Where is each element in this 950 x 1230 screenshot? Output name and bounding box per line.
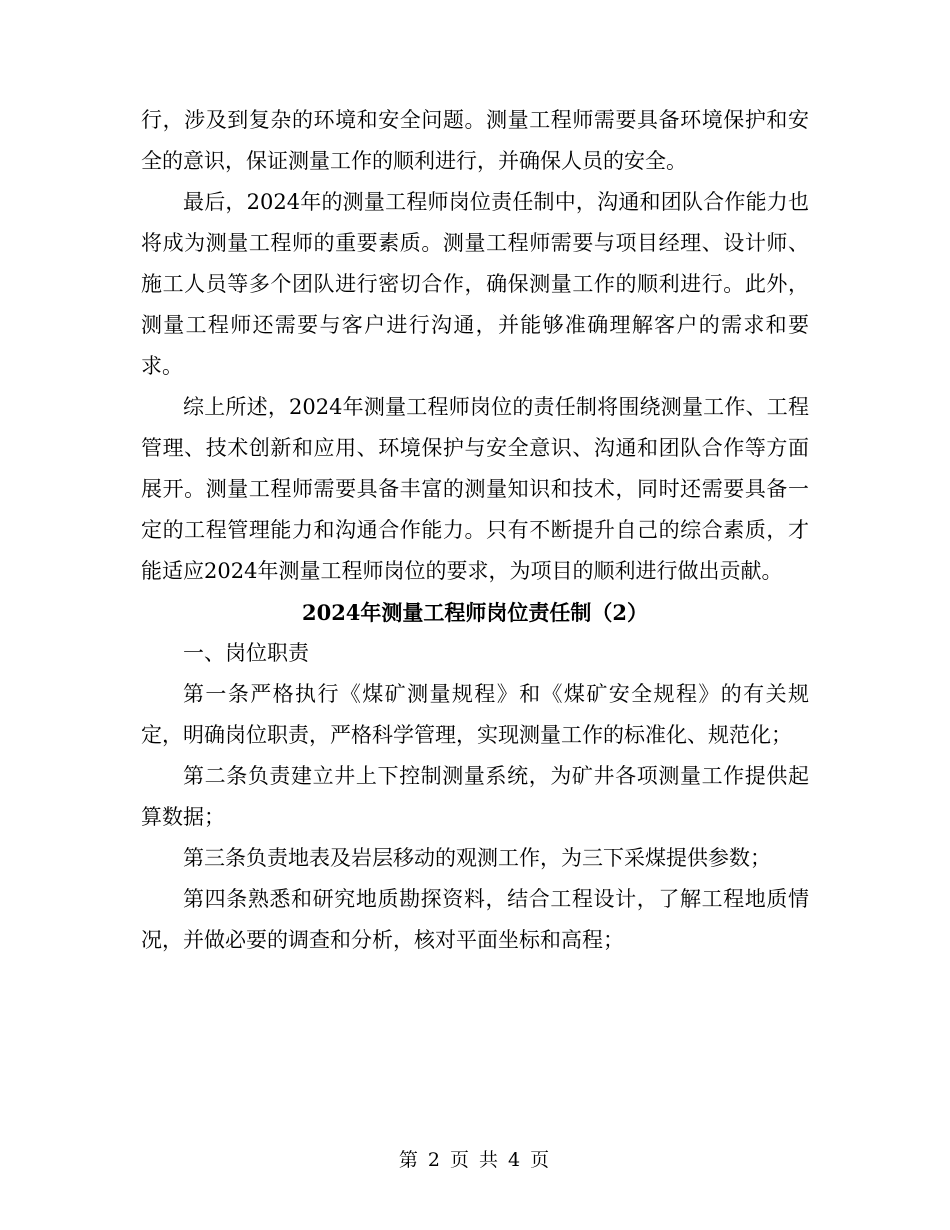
document-body: [141, 100, 809, 961]
article-4: 第四条熟悉和研究地质勘探资料，结合工程设计，了解工程地质情况，并做必要的调查和分析，核对平面坐标和高程；: [141, 887, 809, 952]
paragraph-summary: 综上所述，2024年测量工程师岗位的责任制将围绕测量工作、工程管理、技术创新和应用、环境保护与安全意识、沟通和团队合作等方面展开。测量工程师需要具备丰富的测量知识和技术，同时还需要具备一定的工程管理能力和沟通合作能力。只有不断提升自己的综合素质，才能适应2024年测量工程师岗位的要求，为项目的顺利进行做出贡献。: [141, 395, 809, 583]
section-title: 2024年测量工程师岗位责任制（2）: [301, 600, 649, 625]
article-3: 第三条负责地表及岩层移动的观测工作，为三下采煤提供参数；: [183, 846, 771, 870]
page-footer: 第 2 页 共 4 页: [398, 1149, 552, 1171]
paragraph-continued: 行，涉及到复杂的环境和安全问题。测量工程师需要具备环境保护和安全的意识，保证测量工作的顺利进行，并确保人员的安全。: [141, 108, 809, 173]
article-2: 第二条负责建立井上下控制测量系统，为矿井各项测量工作提供起算数据；: [141, 764, 809, 829]
paragraph-communication: 最后，2024年的测量工程师岗位责任制中，沟通和团队合作能力也将成为测量工程师的重要素质。测量工程师需要与项目经理、设计师、施工人员等多个团队进行密切合作，确保测量工作的顺利进行。此外，测量工程师还需要与客户进行沟通，并能够准确理解客户的需求和要求。: [141, 190, 809, 378]
article-1: 第一条严格执行《煤矿测量规程》和《煤矿安全规程》的有关规定，明确岗位职责，严格科学管理，实现测量工作的标准化、规范化；: [141, 682, 809, 747]
section-heading-duties: 一、岗位职责: [183, 641, 309, 665]
